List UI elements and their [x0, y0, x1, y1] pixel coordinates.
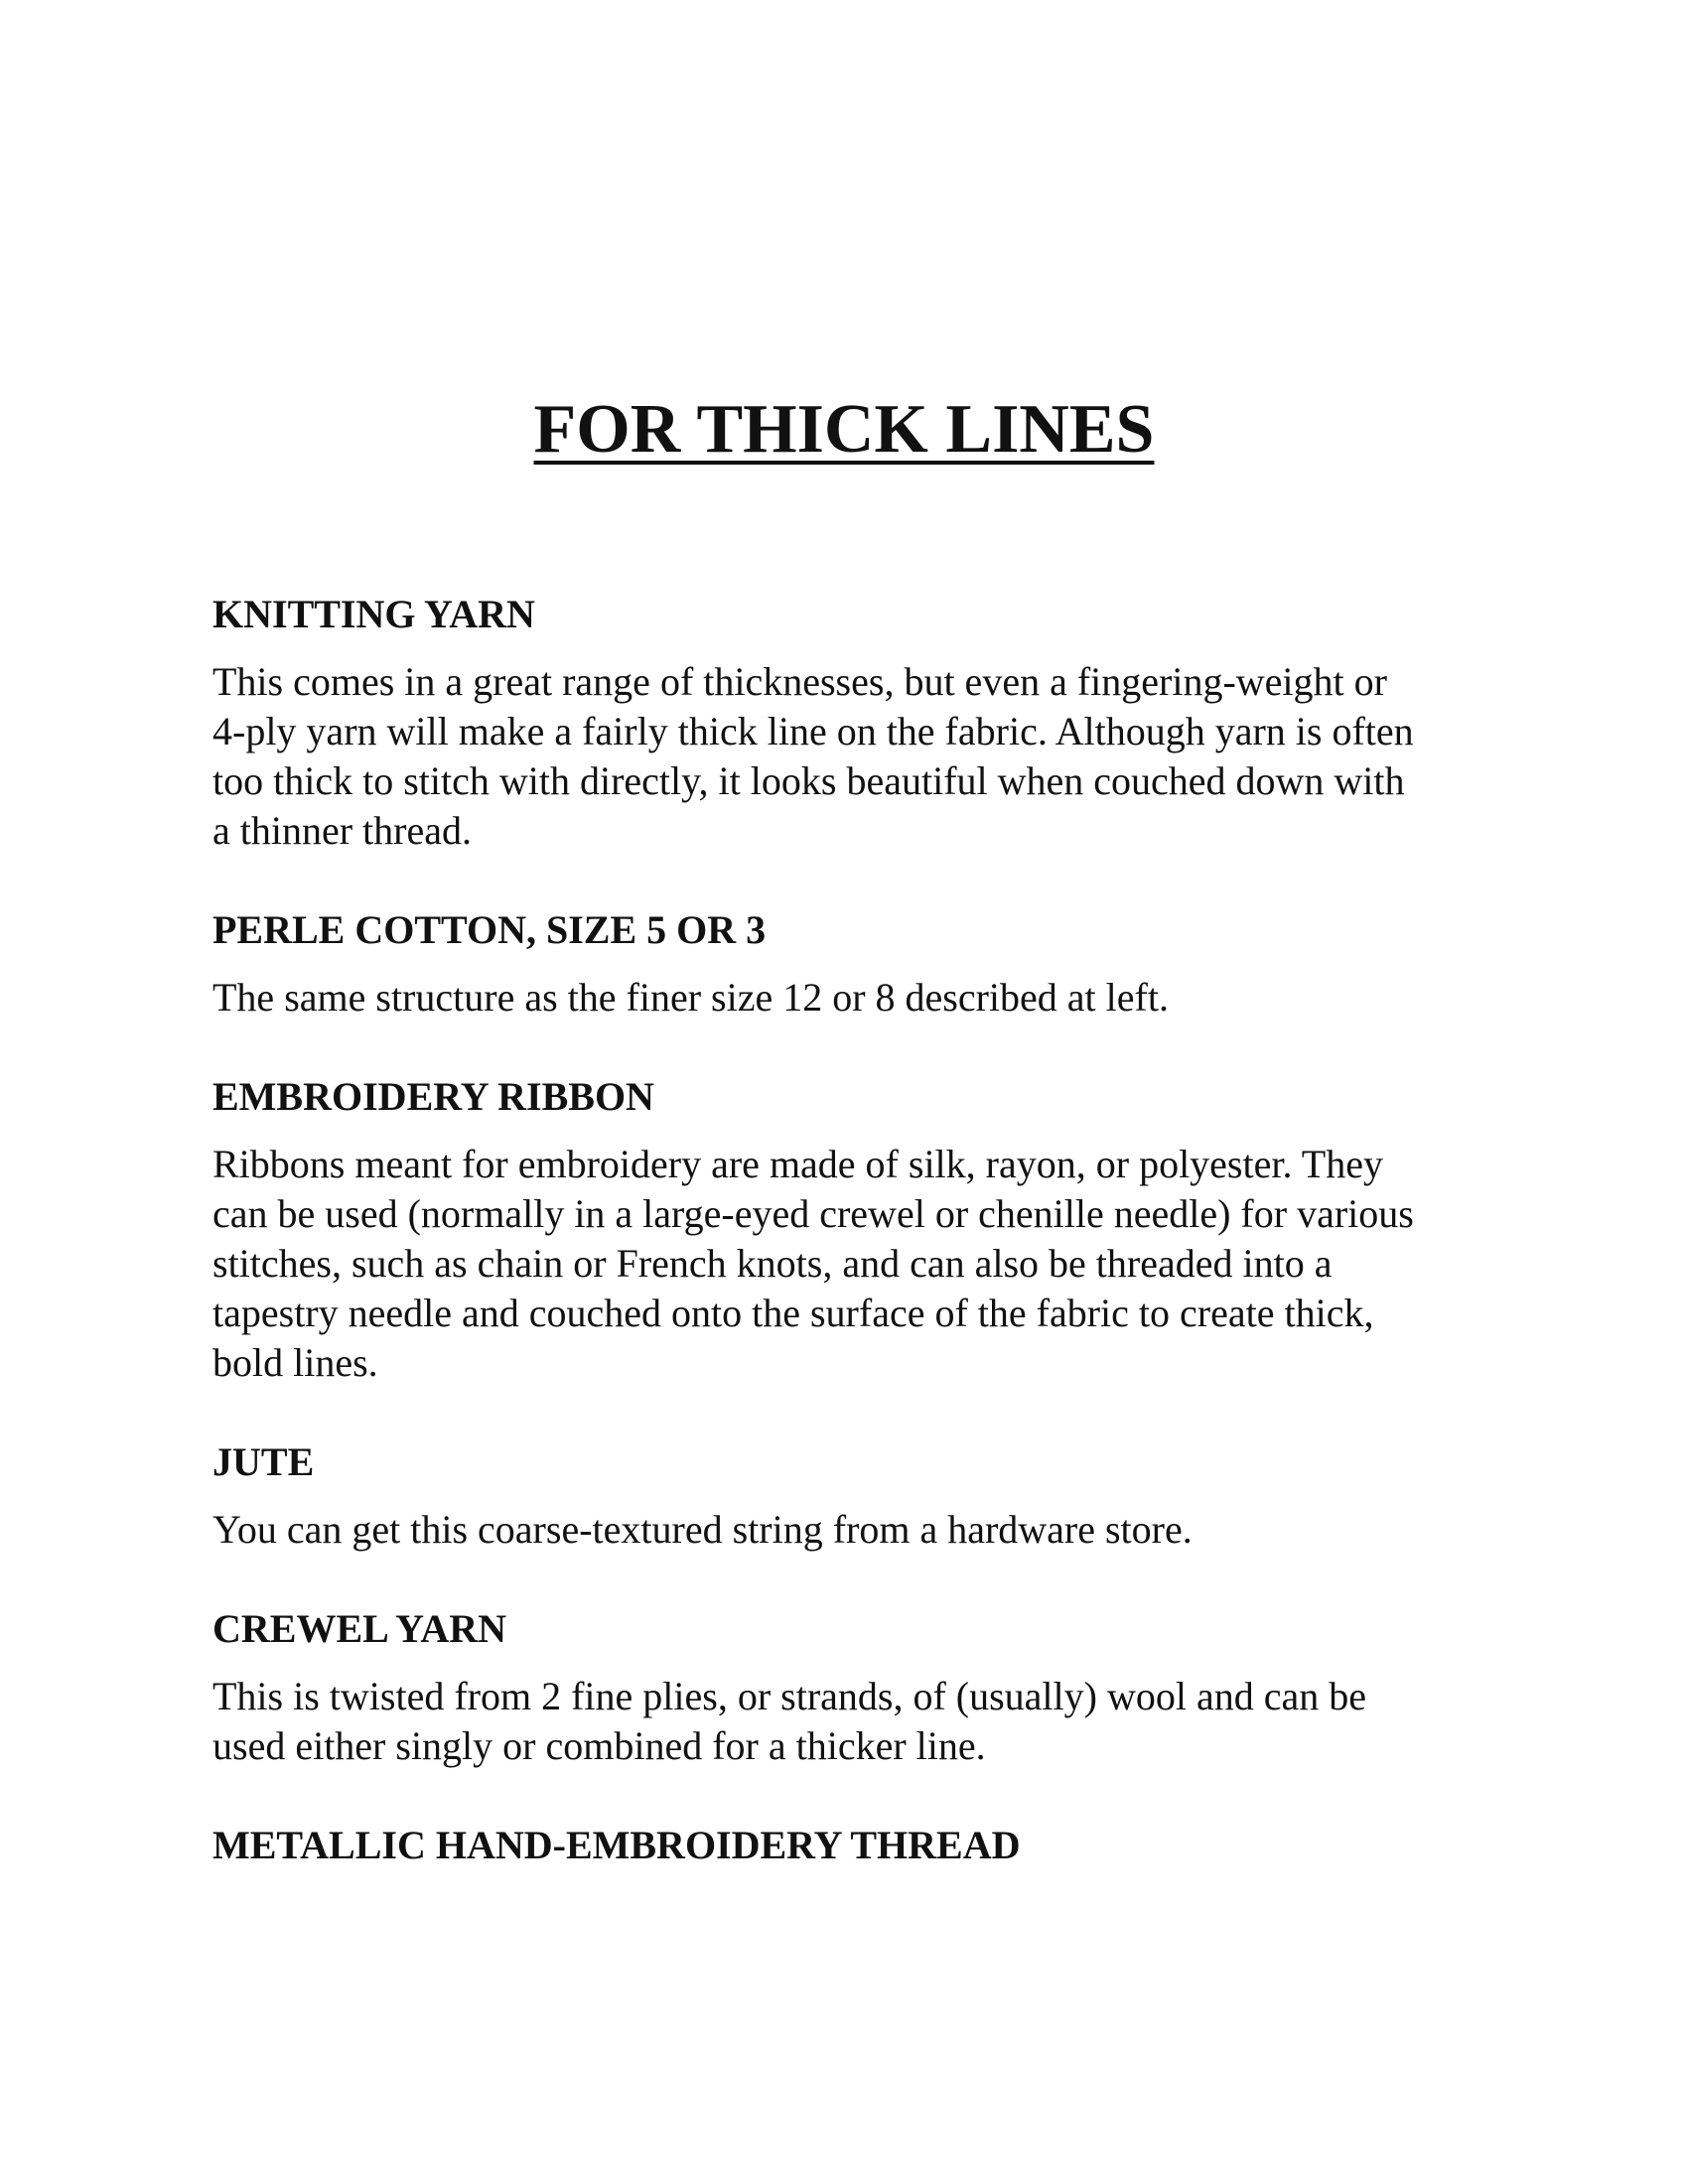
body-line: 4-ply yarn will make a fairly thick line on the fabric. Although yarn is often [212, 709, 1414, 753]
section-crewel-yarn [212, 1606, 1503, 1771]
body-line: bold lines. [212, 1340, 378, 1385]
page-title [0, 391, 1688, 468]
section-heading: JUTE [212, 1439, 315, 1484]
section-heading: PERLE COTTON, SIZE 5 OR 3 [212, 907, 767, 952]
section-metallic-thread [212, 1823, 1503, 1868]
section-heading: KNITTING YARN [212, 592, 535, 636]
section-heading: METALLIC HAND-EMBROIDERY THREAD [212, 1823, 1021, 1867]
section-body [212, 973, 1503, 1023]
body-line: Ribbons meant for embroidery are made of silk, rayon, or polyester. They [212, 1142, 1383, 1186]
section-jute [212, 1439, 1503, 1555]
section-knitting-yarn [212, 592, 1503, 856]
body-line: tapestry needle and couched onto the surface of the fabric to create thick, [212, 1291, 1374, 1335]
section-body [212, 1505, 1503, 1555]
body-line: You can get this coarse-textured string from a hardware store. [212, 1507, 1193, 1552]
body-line: can be used (normally in a large-eyed crewel or chenille needle) for various [212, 1191, 1414, 1236]
body-line: This is twisted from 2 fine plies, or strands, of (usually) wool and can be [212, 1674, 1366, 1718]
section-heading: CREWEL YARN [212, 1606, 506, 1651]
section-embroidery-ribbon [212, 1074, 1503, 1388]
page-title-text: FOR THICK LINES [533, 391, 1155, 468]
section-body [212, 1672, 1503, 1771]
section-body [212, 1140, 1503, 1388]
sections-list [212, 592, 1503, 1920]
body-line: too thick to stitch with directly, it looks beautiful when couched down with [212, 758, 1405, 803]
body-line: This comes in a great range of thicknesses, but even a fingering-weight or [212, 659, 1387, 704]
section-heading: EMBROIDERY RIBBON [212, 1074, 654, 1119]
section-perle-cotton [212, 907, 1503, 1023]
body-line: a thinner thread. [212, 808, 472, 853]
body-line: The same structure as the finer size 12 or 8 described at left. [212, 975, 1169, 1020]
section-body [212, 657, 1503, 856]
body-line: used either singly or combined for a thicker line. [212, 1723, 986, 1768]
body-line: stitches, such as chain or French knots, and can also be threaded into a [212, 1241, 1333, 1286]
